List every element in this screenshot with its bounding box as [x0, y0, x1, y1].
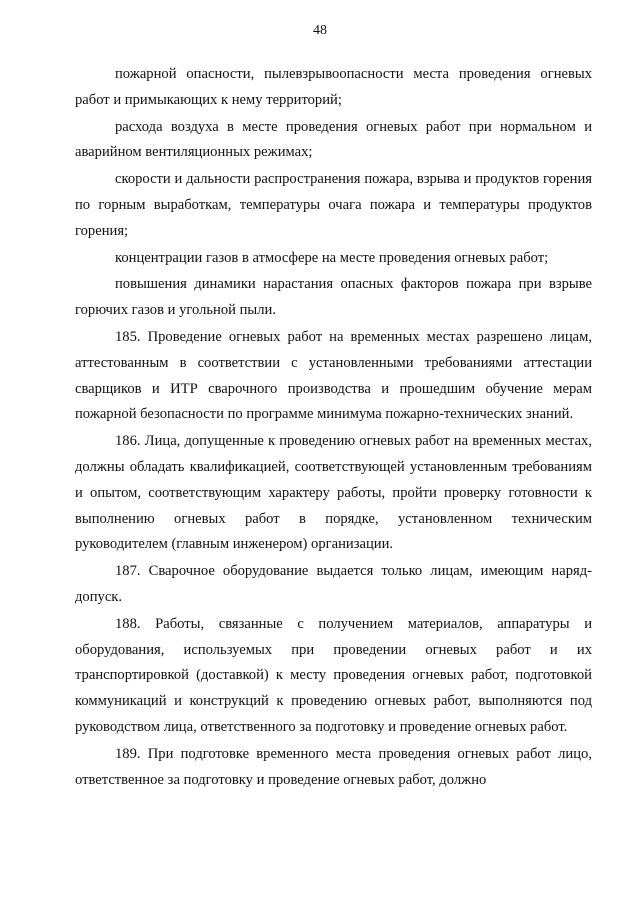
paragraph-fire-dynamics: повышения динамики нарастания опасных факторов пожара при взрыве горючих газов и угольной пыли. [75, 276, 592, 319]
paragraph-clause-188: 188. Работы, связанные с получением материалов, аппаратуры и оборудования, используемых при проведении огневых работ и их транспортировкой (доставкой) к месту проведения огневых работ, подготовкой коммуникаций и конструкций к проведению огневых работ, выполняются под руководством лица, ответственного за подготовку и проведение огневых работ. [75, 615, 592, 735]
paragraph-gas-concentration: концентрации газов в атмосфере на месте проведения огневых работ; [115, 249, 549, 266]
paragraph-clause-187: 187. Сварочное оборудование выдается только лицам, имеющим наряд-допуск. [75, 563, 592, 605]
page-number: 48 [313, 23, 327, 38]
paragraph-air-flow: расхода воздуха в месте проведения огневых работ при нормальном и аварийном вентиляционных режимах; [75, 118, 592, 161]
paragraph-clause-189: 189. При подготовке временного места проведения огневых работ лицо, ответственное за подготовку и проведение огневых работ, должно [75, 745, 592, 788]
document-body [75, 62, 592, 793]
paragraph-fire-spread: скорости и дальности распространения пожара, взрыва и продуктов горения по горным выработкам, температуры очага пожара и температуры продуктов горения; [75, 171, 592, 239]
paragraph-clause-186: 186. Лица, допущенные к проведению огневых работ на временных местах, должны обладать квалификацией, соответствующей установленным требованиям и опытом, соответствующим характеру работы, пройти проверку готовности к выполнению огневых работ в порядке, установленном техническим руководителем (главным инженером) организации. [75, 433, 592, 553]
paragraph-clause-185: 185. Проведение огневых работ на временных местах разрешено лицам, аттестованным в соответствии с установленными требованиями аттестации сварщиков и ИТР сварочного производства и прошедшим обучение мерам пожарной безопасности по программе минимума пожарно-технических знаний. [75, 328, 592, 423]
paragraph-fire-hazard: пожарной опасности, пылевзрывоопасности места проведения огневых работ и примыкающих к нему территорий; [75, 66, 592, 108]
